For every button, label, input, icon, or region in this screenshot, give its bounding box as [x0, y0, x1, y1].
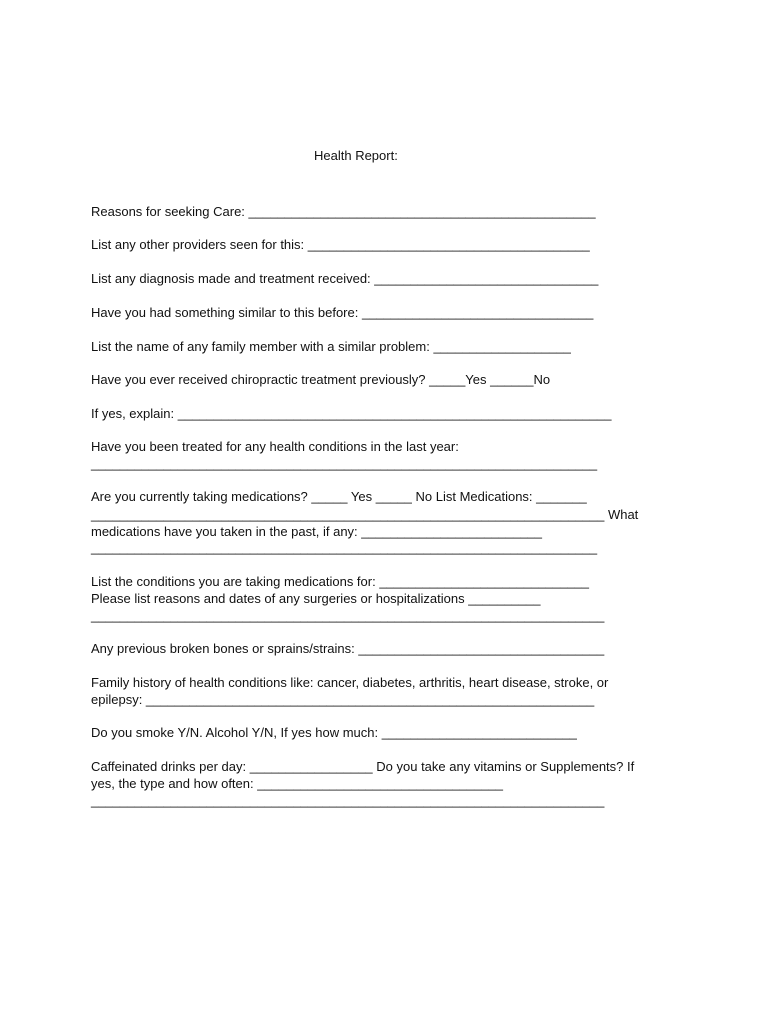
vitamins-blank: _______________________________________________________________________	[91, 793, 605, 808]
conditions-medications-line: List the conditions you are taking medications for: _____________________________	[91, 574, 589, 589]
form-title: Health Report:	[314, 148, 398, 163]
family-member-line: List the name of any family member with a similar problem: ___________________	[91, 339, 571, 354]
past-medications-line: medications have you taken in the past, if any: _________________________	[91, 524, 543, 539]
diagnosis-treatment-line: List any diagnosis made and treatment received: _______________________________	[91, 271, 599, 286]
chiropractic-previous-line: Have you ever received chiropractic treatment previously? _____Yes ______No	[91, 372, 551, 387]
treated-last-year-blank: ______________________________________________________________________	[91, 456, 598, 471]
treated-last-year-line: Have you been treated for any health conditions in the last year:	[91, 439, 459, 454]
broken-bones-line: Any previous broken bones or sprains/strains: __________________________________	[91, 641, 605, 656]
if-yes-explain-line: If yes, explain: ____________________________________________________________	[91, 406, 612, 421]
reasons-for-care-line: Reasons for seeking Care: ________________________________________________	[91, 204, 596, 219]
caffeine-vitamins-line: Caffeinated drinks per day: _________________ Do you take any vitamins or Supplements? If	[91, 759, 635, 774]
other-providers-line: List any other providers seen for this: _______________________________________	[91, 237, 590, 252]
similar-before-line: Have you had something similar to this before: ________________________________	[91, 305, 594, 320]
vitamins-type-line: yes, the type and how often: __________________________________	[91, 776, 504, 791]
current-medications-line: Are you currently taking medications? _____ Yes _____ No List Medications: _______	[91, 489, 587, 504]
family-history-line: Family history of health conditions like: cancer, diabetes, arthritis, heart disease, stroke, or	[91, 675, 609, 690]
smoke-alcohol-line: Do you smoke Y/N. Alcohol Y/N, If yes how much: ___________________________	[91, 725, 577, 740]
past-medications-blank: ______________________________________________________________________	[91, 540, 598, 555]
surgeries-line: Please list reasons and dates of any surgeries or hospitalizations __________	[91, 591, 541, 606]
family-history-epilepsy-line: epilepsy: ______________________________________________________________	[91, 692, 595, 707]
surgeries-blank: _______________________________________________________________________	[91, 608, 605, 623]
medications-blank-what-line: _______________________________________________________________________ What	[91, 507, 639, 522]
